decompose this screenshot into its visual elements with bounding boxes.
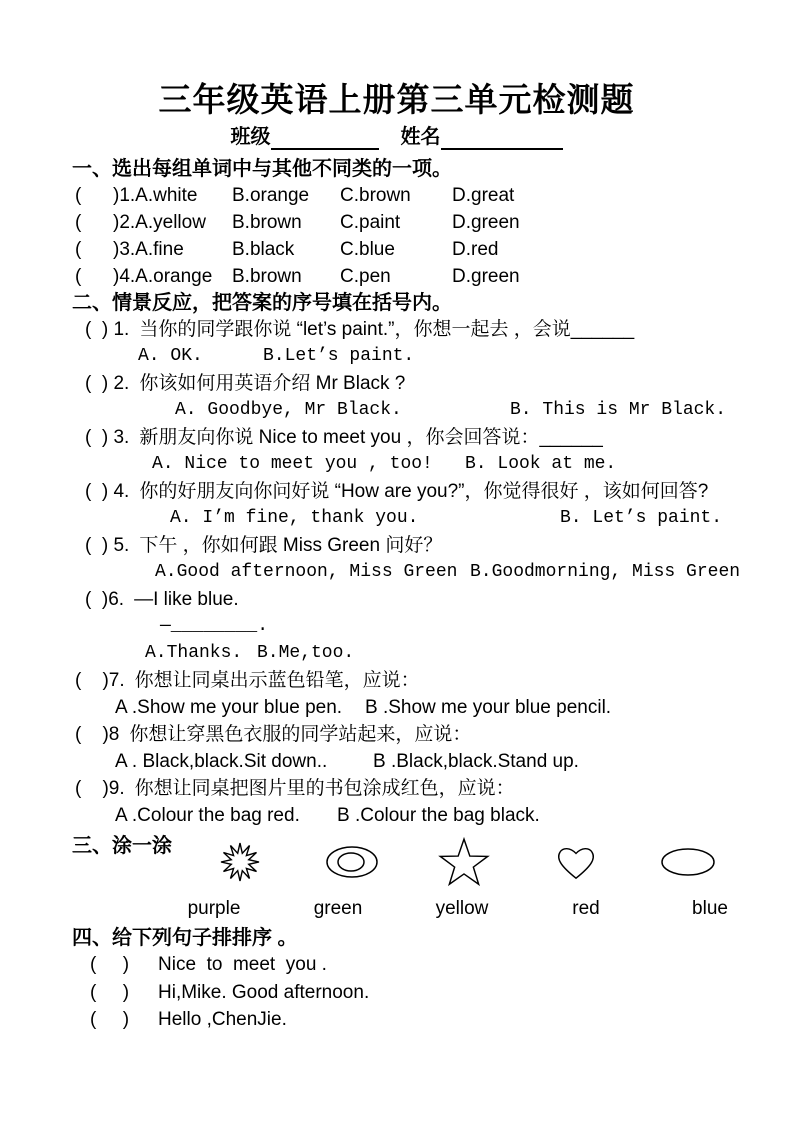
option-b: B.Let’s paint. (263, 346, 415, 366)
section4-heading: 四、给下列句子排排序 。 (72, 927, 298, 949)
answer-paren: ( )7. (75, 670, 125, 691)
question-2 (85, 370, 793, 397)
option-b: B .Colour the bag black. (337, 805, 540, 826)
name-blank (441, 130, 563, 150)
question-9-options (115, 802, 793, 829)
option-a: )1.A.white (113, 185, 198, 206)
starburst-shape (184, 833, 296, 891)
answer-paren: ( ) (90, 954, 130, 975)
option-b: B.black (232, 239, 295, 260)
question-4-options (170, 505, 793, 532)
question-3 (85, 424, 793, 451)
section1-row (75, 263, 793, 290)
option-a: A .Show me your blue pen. (115, 697, 343, 718)
question-4 (85, 478, 793, 505)
option-c: C.brown (340, 185, 411, 206)
answer-paren: ( ) (90, 1009, 130, 1030)
question-stem: 你想让穿黑色衣服的同学站起来，应说： (129, 724, 472, 745)
question-stem: 新朋友向你说 Nice to meet you ，你会回答说：______ (139, 427, 603, 448)
option-c: C.paint (340, 212, 401, 233)
answer-paren: ( ) 4. (85, 481, 130, 502)
option-d: D.red (452, 239, 499, 260)
option-a: A. I’m fine, thank you. (170, 508, 419, 528)
option-a: A . Black,black.Sit down.. (115, 751, 328, 772)
question-1 (85, 316, 793, 343)
answer-paren: ( ) 2. (85, 373, 130, 394)
section1-heading: 一、选出每组单词中与其他不同类的一项。 (72, 158, 452, 180)
star-shape (408, 833, 520, 891)
question-9 (75, 775, 793, 802)
question-8 (75, 721, 793, 748)
question-1-options (138, 343, 793, 370)
option-a: A. Goodbye, Mr Black. (175, 400, 402, 420)
option-a: )4.A.orange (113, 266, 213, 287)
option-a: A. Nice to meet you , too! (152, 454, 433, 474)
option-b: B. Look at me. (465, 454, 617, 474)
answer-paren: ( (75, 185, 82, 206)
heart-shape (520, 833, 632, 891)
colour-label-purple: purple (187, 898, 241, 919)
answer-paren: ( ) 3. (85, 427, 130, 448)
colour-label-green: green (313, 898, 363, 919)
answer-paren: ( ) 1. (85, 319, 130, 340)
option-c: C.blue (340, 239, 395, 260)
answer-paren: ( ) 5. (85, 535, 130, 556)
page-title: 三年级英语上册第三单元检测题 (158, 80, 635, 119)
ordering-item (90, 1006, 793, 1034)
section1-row (75, 209, 793, 236)
colouring-shapes (184, 833, 744, 891)
question-stem: —I like blue. (134, 589, 239, 610)
class-label: 班级 (230, 126, 271, 148)
ordering-item (90, 951, 793, 979)
section2-heading: 二、情景反应，把答案的序号填在括号内。 (72, 292, 452, 314)
option-b: B .Black,black.Stand up. (373, 751, 579, 772)
colour-label-yellow: yellow (435, 898, 489, 919)
name-label: 姓名 (400, 126, 441, 148)
option-d: D.green (452, 212, 520, 233)
option-b: B. This is Mr Black. (510, 400, 727, 420)
option-d: D.green (452, 266, 520, 287)
answer-paren: ( )6. (85, 589, 125, 610)
option-a: A .Colour the bag red. (115, 805, 300, 826)
answer-paren: ( )8 (75, 724, 120, 745)
question-6-blank: —________. (160, 616, 269, 636)
section1-row (75, 236, 793, 263)
option-b: B .Show me your blue pencil. (365, 697, 612, 718)
question-stem: 你该如何用英语介绍 Mr Black ? (139, 373, 406, 394)
answer-paren: ( ) (90, 981, 130, 1003)
question-stem: 下午 ，你如何跟 Miss Green 问好？ (139, 535, 443, 556)
question-5 (85, 532, 793, 559)
option-b: B.brown (232, 266, 302, 287)
section1-row (75, 182, 793, 209)
option-b: B.Me,too. (257, 643, 355, 663)
option-b: B.Goodmorning, Miss Green (470, 562, 741, 582)
question-stem: 你想让同桌把图片里的书包涂成红色，应说： (134, 778, 515, 799)
option-a: A.Good afternoon, Miss Green (155, 562, 458, 582)
colour-label-red: red (572, 898, 600, 919)
section3-heading: 三、涂一涂 (72, 835, 172, 857)
question-stem: 你的好朋友向你问好说 “How are you?”，你觉得很好 ，该如何回答? (139, 481, 709, 502)
answer-paren: ( (75, 266, 82, 287)
question-stem: 当你的同学跟你说 “let’s paint.”，你想一起去 ，会说______ (139, 319, 635, 340)
ellipse-shape (632, 833, 744, 891)
sentence: Nice to meet you . (158, 954, 327, 975)
answer-paren: ( (75, 212, 82, 233)
answer-paren: ( (75, 239, 82, 260)
question-6 (85, 586, 793, 613)
sentence: Hi,Mike. Good afternoon. (158, 981, 370, 1003)
sentence: Hello ,ChenJie. (158, 1009, 287, 1030)
double-ellipse-shape (296, 833, 408, 891)
question-2-options (175, 397, 793, 424)
question-3-options (152, 451, 793, 478)
student-info-line (0, 124, 793, 150)
section3 (72, 833, 793, 897)
option-d: D.great (452, 185, 515, 206)
option-a: )2.A.yellow (113, 212, 206, 233)
colour-label-blue: blue (692, 898, 728, 919)
question-7 (75, 667, 793, 694)
question-5-options (155, 559, 793, 586)
question-7-options (115, 694, 793, 721)
ordering-item (90, 979, 793, 1007)
option-c: C.pen (340, 266, 391, 287)
option-b: B.orange (232, 185, 310, 206)
answer-paren: ( )9. (75, 778, 125, 799)
question-8-options (115, 748, 793, 775)
colour-labels (152, 897, 793, 921)
option-b: B. Let’s paint. (560, 508, 723, 528)
question-6-options (145, 640, 793, 667)
option-a: A. OK. (138, 346, 203, 366)
class-blank (271, 130, 379, 150)
option-a: A.Thanks. (145, 643, 243, 663)
question-stem: 你想让同桌出示蓝色铅笔，应说： (134, 670, 420, 691)
option-a: )3.A.fine (113, 239, 184, 260)
option-b: B.brown (232, 212, 302, 233)
